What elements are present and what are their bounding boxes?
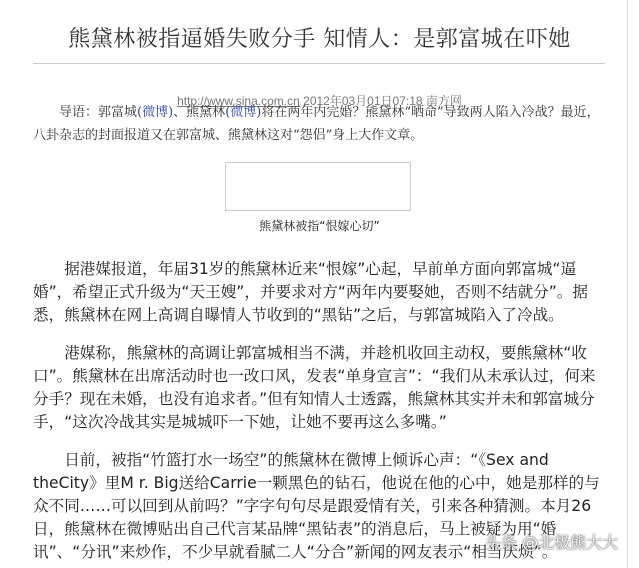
source-date: 2012年03月01日07:18 bbox=[303, 94, 423, 108]
article-title: 熊黛林被指逼婚失败分手 知情人：是郭富城在吓她 bbox=[68, 27, 571, 52]
paragraph-text: 港媒称，熊黛林的高调让郭富城相当不满，并趁机收回主动权，要熊黛林“收口”。熊黛林在出席活动时也一改口风，发表“单身宣言”：“我们从未承认过，何来分手？现在未婚，也没有追求者。”但有知情人士透露，熊黛林其实并未和郭富城分手，“这次冷战其实是城城吓一下她，让她不要再这么多嘴。” bbox=[33, 344, 596, 431]
article-image bbox=[225, 162, 411, 211]
source-link[interactable]: http://www.sina.com.cn bbox=[177, 94, 300, 108]
weibo-link[interactable]: (微博) bbox=[137, 105, 174, 120]
title-divider bbox=[33, 63, 605, 64]
paragraph bbox=[33, 258, 607, 327]
image-caption: 熊黛林被指“恨嫁心切” bbox=[259, 219, 380, 233]
watermark: 头条 @北极熊大大 bbox=[485, 533, 619, 552]
paragraph bbox=[33, 342, 607, 434]
lead-text: 导语：郭富城 bbox=[59, 105, 138, 120]
weibo-link[interactable]: (微博) bbox=[225, 105, 262, 120]
article-lead bbox=[33, 101, 605, 147]
lead-text: 将在两年内完婚？熊黛林“晒命”导致两人陷入冷战？最近，八卦杂志的封面报道又在郭富城、熊黛林这对“怨侣”身上大作文章。 bbox=[33, 105, 600, 143]
lead-text: 、熊黛林 bbox=[173, 105, 226, 120]
paragraph-text: 日前，被指“竹篮打水一场空”的熊黛林在微博上倾诉心声：“《Sex and theCity》里M r. Big送给Carrie一颗黑色的钻石，他说在他的心中，她是那样的与众不同……可以回到从前吗？”字字句句尽是跟爱情有关，引来各种猜测。本月26日，熊黛林在微博贴出自己代言某品牌“黑钻表”的消息后，马上被疑为用“婚讯”、“分讯”来炒作，不少早就看腻二人“分合”新闻的网友表示“相当厌烦”。 bbox=[33, 451, 600, 561]
page-border bbox=[627, 0, 628, 568]
paragraph-text: 据港媒报道，年届31岁的熊黛林近来“恨嫁”心起，早前单方面向郭富城“逼婚”，希望正式升级为“天王嫂”，并要求对方“两年内要娶她，否则不结就分”。据悉，熊黛林在网上高调自曝情人节收到的“黑钻”之后，与郭富城陷入了冷战。 bbox=[33, 260, 588, 324]
source-name: 南方网 bbox=[425, 94, 462, 108]
